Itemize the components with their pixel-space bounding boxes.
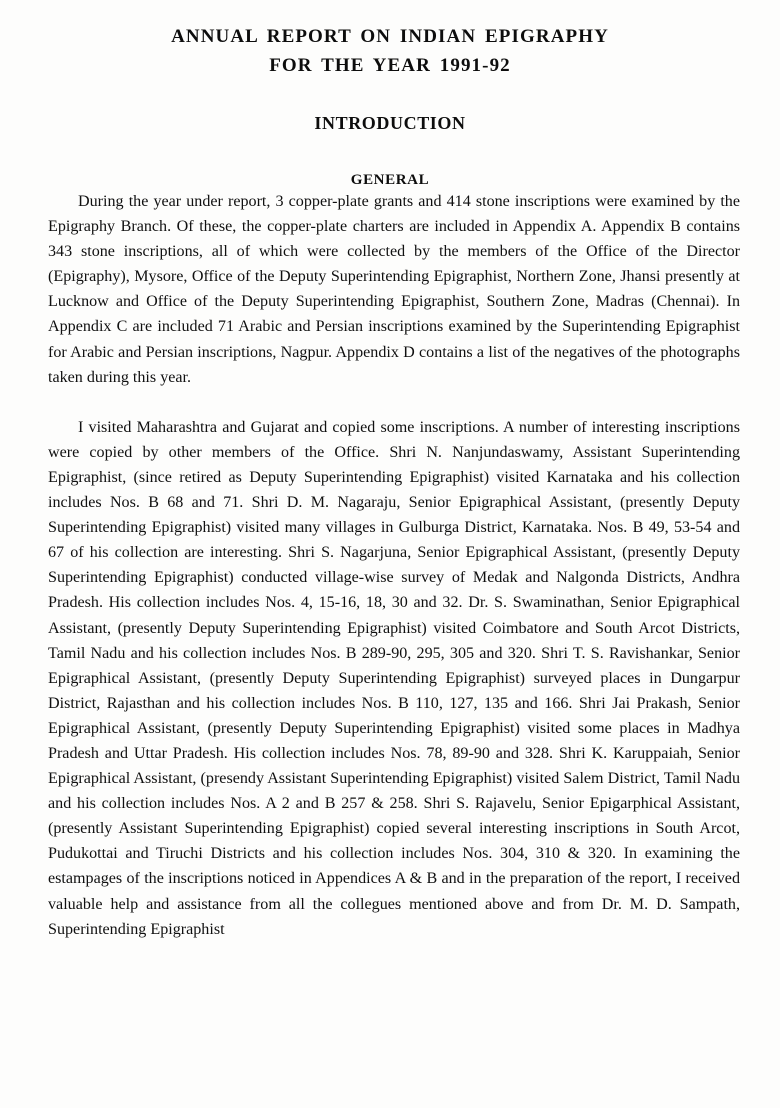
paragraph-1: During the year under report, 3 copper-plate grants and 414 stone inscriptions were examined by the Epigraphy Branch. Of these, the copper-plate charters are included in Appendix A. Appendix B contains 343 stone inscriptions, all of which were collected by the members of the Office of the Director (Epigraphy), Mysore, Office of the Deputy Superintending Epigraphist, Northern Zone, Jhansi presently at Lucknow and Office of the Deputy Superintending Epigraphist, Southern Zone, Madras (Chennai). In Appendix C are included 71 Arabic and Persian inscriptions examined by the Superintending Epigraphist for Arabic and Persian inscriptions, Nagpur. Appendix D contains a list of the negatives of the photographs taken during this year. (48, 193, 740, 386)
document-title-line-1: ANNUAL REPORT ON INDIAN EPIGRAPHY (171, 26, 609, 47)
paragraph-2: I visited Maharashtra and Gujarat and copied some inscriptions. A number of interesting inscriptions were copied by other members of the Office. Shri N. Nanjundaswamy, Assistant Superintending Epigraphist, (since retired as Deputy Superintending Epigraphist) visited Karnataka and his collection includes Nos. B 68 and 71. Shri D. M. Nagaraju, Senior Epigraphical Assistant, (presently Deputy Superintending Epigraphist) visited many villages in Gulburga District, Karnataka. Nos. B 49, 53-54 and 67 of his collection are interesting. Shri S. Nagarjuna, Senior Epigraphical Assistant, (presently Deputy Superintending Epigraphist) conducted village-wise survey of Medak and Nalgonda Districts, Andhra Pradesh. His collection includes Nos. 4, 15-16, 18, 30 and 32. Dr. S. Swaminathan, Senior Epigraphical Assistant, (presently Deputy Superintending Epigraphist) visited Coimbatore and South Arcot Districts, Tamil Nadu and his collection includes Nos. B 289-90, 295, 305 and 320. Shri T. S. Ravishankar, Senior Epigraphical Assistant, (presently Deputy Superintending Epigraphist) surveyed places in Dungarpur District, Rajasthan and his collection includes Nos. B 110, 127, 135 and 166. Shri Jai Prakash, Senior Epigraphical Assistant, (presently Deputy Superintending Epigraphist) visited some places in Madhya Pradesh and Uttar Pradesh. His collection includes Nos. 78, 89-90 and 328. Shri K. Karuppaiah, Senior Epigraphical Assistant, (presendy Assistant Superintending Epigraphist) visited Salem District, Tamil Nadu and his collection includes Nos. A 2 and B 257 & 258. Shri S. Rajavelu, Senior Epigarphical Assistant, (presently Assistant Superintending Epigraphist) copied several interesting inscriptions in South Arcot, Pudukottai and Tiruchi Districts and his collection includes Nos. 304, 310 & 320. In examining the estampages of the inscriptions noticed in Appendices A & B and in the preparation of the report, I received valuable help and assistance from all the collegues mentioned above and from Dr. M. D. Sampath, Superintending Epigraphist (48, 418, 740, 938)
document-body (0, 189, 780, 942)
heading-introduction: INTRODUCTION (314, 113, 466, 133)
document-title-line-2: FOR THE YEAR 1991-92 (269, 55, 511, 76)
document-title-block (0, 0, 780, 80)
heading-general: GENERAL (350, 172, 430, 188)
body-text-column (48, 189, 740, 942)
